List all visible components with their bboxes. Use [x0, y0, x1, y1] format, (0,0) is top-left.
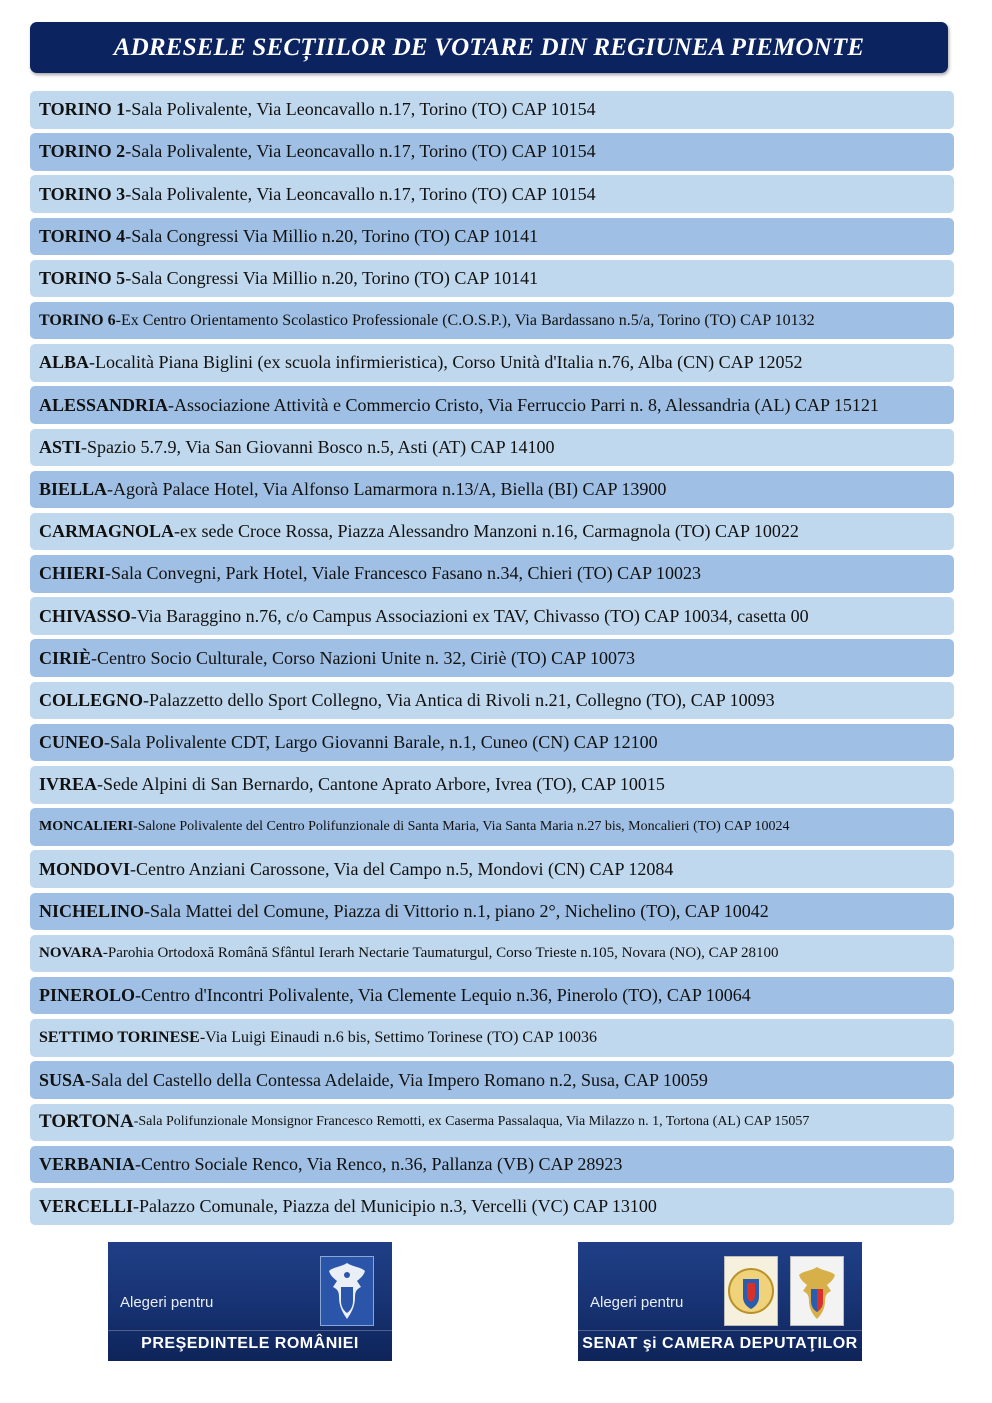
separator: -: [168, 394, 175, 415]
separator: -: [91, 647, 98, 668]
station-name: TORINO 3: [39, 183, 126, 204]
list-item: [30, 471, 954, 509]
senate-seal-frame: [724, 1256, 778, 1326]
station-address: Sala Polivalente, Via Leoncavallo n.17, Torino (TO) CAP 10154: [131, 183, 596, 204]
list-item: [30, 977, 954, 1015]
station-name: BIELLA: [39, 478, 108, 499]
station-address: Sala del Castello della Contessa Adelaide, Via Impero Romano n.2, Susa, CAP 10059: [91, 1069, 708, 1090]
crest-frame: [320, 1256, 374, 1326]
station-address: Sala Polifunzionale Monsignor Francesco Remotti, ex Caserma Passalaqua, Via Milazzo n. 1, Tortona (AL) CAP 15057: [138, 1114, 810, 1130]
romania-crest-frame: [790, 1256, 844, 1326]
station-address: Ex Centro Orientamento Scolastico Professionale (C.O.S.P.), Via Bardassano n.5/a, Torino (TO) CAP 10132: [120, 311, 815, 329]
station-name: VERCELLI: [39, 1196, 134, 1217]
separator: -: [125, 141, 132, 162]
list-item: [30, 766, 954, 804]
list-item: [30, 302, 954, 340]
separator: -: [125, 99, 132, 120]
station-address: Associazione Attività e Commercio Cristo, Via Ferruccio Parri n. 8, Alessandria (AL) CAP 15121: [174, 394, 879, 415]
separator: -: [133, 1196, 140, 1217]
list-item: [30, 513, 954, 551]
separator: -: [130, 605, 137, 626]
list-item: [30, 597, 954, 635]
separator: -: [125, 268, 132, 288]
separator: -: [104, 732, 111, 753]
station-name: PINEROLO: [39, 985, 136, 1006]
station-name: ASTI: [39, 436, 82, 457]
station-address: Agorà Palace Hotel, Via Alfonso Lamarmora n.13/A, Biella (BI) CAP 13900: [113, 478, 667, 499]
separator: -: [133, 818, 138, 834]
romania-coat-of-arms-icon: [791, 1257, 843, 1325]
banner-main-title: SENAT şi CAMERA DEPUTAŢILOR: [582, 1335, 858, 1352]
station-address: ex sede Croce Rossa, Piazza Alessandro Manzoni n.16, Carmagnola (TO) CAP 10022: [180, 521, 799, 542]
station-address: Sala Polivalente, Via Leoncavallo n.17, Torino (TO) CAP 10154: [131, 141, 596, 162]
banner-main-title: PREŞEDINTELE ROMÂNIEI: [141, 1335, 359, 1352]
station-address: Centro Sociale Renco, Via Renco, n.36, Pallanza (VB) CAP 28923: [141, 1153, 623, 1174]
list-item: [30, 344, 954, 382]
separator: -: [105, 563, 112, 584]
station-address: Sala Mattei del Comune, Piazza di Vittorio n.1, piano 2°, Nichelino (TO), CAP 10042: [150, 900, 769, 921]
station-name: ALESSANDRIA: [39, 394, 169, 415]
separator: -: [133, 1114, 139, 1130]
separator: -: [97, 774, 104, 795]
station-address: Palazzetto dello Sport Collegno, Via Antica di Rivoli n.21, Collegno (TO), CAP 10093: [149, 689, 775, 710]
station-name: TORINO 1: [39, 99, 126, 120]
station-name: CHIERI: [39, 563, 106, 584]
list-item: [30, 1188, 954, 1226]
station-address: Centro d'Incontri Polivalente, Via Clemente Lequio n.36, Pinerolo (TO), CAP 10064: [141, 985, 751, 1006]
station-address: Sala Polivalente, Via Leoncavallo n.17, Torino (TO) CAP 10154: [131, 99, 596, 120]
separator: -: [174, 521, 180, 542]
station-address: Spazio 5.7.9, Via San Giovanni Bosco n.5, Asti (AT) CAP 14100: [87, 436, 555, 457]
station-name: TORINO 2: [39, 141, 126, 162]
separator: -: [135, 985, 142, 1006]
station-name: TORINO 5: [39, 268, 126, 288]
station-name: TORINO 4: [39, 225, 126, 246]
separator: -: [199, 1028, 206, 1046]
separator: -: [125, 183, 132, 204]
station-address: Palazzo Comunale, Piazza del Municipio n.3, Vercelli (VC) CAP 13100: [139, 1196, 657, 1217]
separator: -: [130, 858, 136, 879]
list-item: [30, 260, 954, 298]
separator: -: [143, 689, 150, 710]
station-address: Via Luigi Einaudi n.6 bis, Settimo Torinese (TO) CAP 10036: [205, 1028, 597, 1046]
station-address: Sede Alpini di San Bernardo, Cantone Aprato Arbore, Ivrea (TO), CAP 10015: [103, 774, 665, 795]
station-address: Sala Congressi Via Millio n.20, Torino (TO) CAP 10141: [131, 225, 539, 246]
separator: -: [107, 478, 114, 499]
station-address: Parohia Ortodoxă Română Sfântul Ierarh Nectarie Taumaturgul, Corso Trieste n.105, Novara (NO), CAP 28100: [107, 945, 779, 961]
list-item: [30, 1061, 954, 1099]
list-item: [30, 639, 954, 677]
separator: -: [144, 900, 151, 921]
station-name: CIRIÈ: [39, 647, 92, 668]
station-address: Salone Polivalente del Centro Polifunzionale di Santa Maria, Via Santa Maria n.27 bis, Moncalieri (TO) CAP 10024: [137, 818, 790, 834]
list-item: [30, 724, 954, 762]
station-name: SUSA: [39, 1069, 86, 1090]
station-address: Sala Congressi Via Millio n.20, Torino (TO) CAP 10141: [131, 268, 539, 288]
list-item: [30, 808, 954, 846]
station-name: NOVARA: [39, 945, 103, 961]
station-name: IVREA: [39, 774, 98, 795]
station-address: Centro Anziani Carossone, Via del Campo n.5, Mondovi (CN) CAP 12084: [136, 858, 674, 879]
presidential-election-banner: [108, 1242, 392, 1361]
station-name: ALBA: [39, 352, 90, 373]
list-item: [30, 935, 954, 973]
romanian-eagle-crest-icon: [321, 1257, 373, 1325]
station-address: Località Piana Biglini (ex scuola infirmieristica), Corso Unità d'Italia n.76, Alba (CN) CAP 12052: [95, 352, 803, 373]
station-address: Centro Socio Culturale, Corso Nazioni Unite n. 32, Ciriè (TO) CAP 10073: [97, 647, 635, 668]
list-item: [30, 218, 954, 256]
polling-station-list: [30, 91, 954, 1230]
station-name: CARMAGNOLA: [39, 521, 174, 542]
station-name: TORTONA: [39, 1111, 134, 1133]
station-name: CUNEO: [39, 732, 105, 753]
list-item: [30, 1146, 954, 1184]
separator: -: [89, 352, 96, 373]
parliament-election-banner: [578, 1242, 862, 1361]
station-name: NICHELINO: [39, 900, 145, 921]
page-title: ADRESELE SECȚIILOR DE VOTARE DIN REGIUNEA PIEMONTE: [113, 33, 865, 61]
list-item: [30, 1019, 954, 1057]
separator: -: [85, 1069, 92, 1090]
divider: [578, 1330, 862, 1331]
station-name: SETTIMO TORINESE: [39, 1028, 200, 1046]
separator: -: [81, 436, 88, 457]
station-name: COLLEGNO: [39, 689, 144, 710]
banner-subtitle: Alegeri pentru: [120, 1294, 214, 1311]
separator: -: [115, 311, 121, 329]
separator: -: [135, 1153, 142, 1174]
station-name: MONCALIERI: [39, 818, 134, 834]
list-item: [30, 133, 954, 171]
list-item: [30, 91, 954, 129]
station-name: VERBANIA: [39, 1153, 136, 1174]
list-item: [30, 555, 954, 593]
station-address: Via Baraggino n.76, c/o Campus Associazioni ex TAV, Chivasso (TO) CAP 10034, casetta 00: [136, 605, 809, 626]
list-item: [30, 429, 954, 467]
separator: -: [102, 945, 108, 961]
list-item: [30, 1104, 954, 1142]
separator: -: [125, 225, 132, 246]
page-title-bar: [30, 22, 948, 73]
senate-seal-icon: [725, 1257, 777, 1325]
banner-subtitle: Alegeri pentru: [590, 1294, 684, 1311]
list-item: [30, 386, 954, 424]
station-name: CHIVASSO: [39, 605, 131, 626]
station-address: Sala Polivalente CDT, Largo Giovanni Barale, n.1, Cuneo (CN) CAP 12100: [110, 732, 658, 753]
station-name: MONDOVI: [39, 858, 130, 879]
list-item: [30, 893, 954, 931]
divider: [108, 1330, 392, 1331]
station-name: TORINO 6: [39, 311, 116, 329]
list-item: [30, 682, 954, 720]
list-item: [30, 175, 954, 213]
list-item: [30, 850, 954, 888]
station-address: Sala Convegni, Park Hotel, Viale Francesco Fasano n.34, Chieri (TO) CAP 10023: [111, 563, 702, 584]
